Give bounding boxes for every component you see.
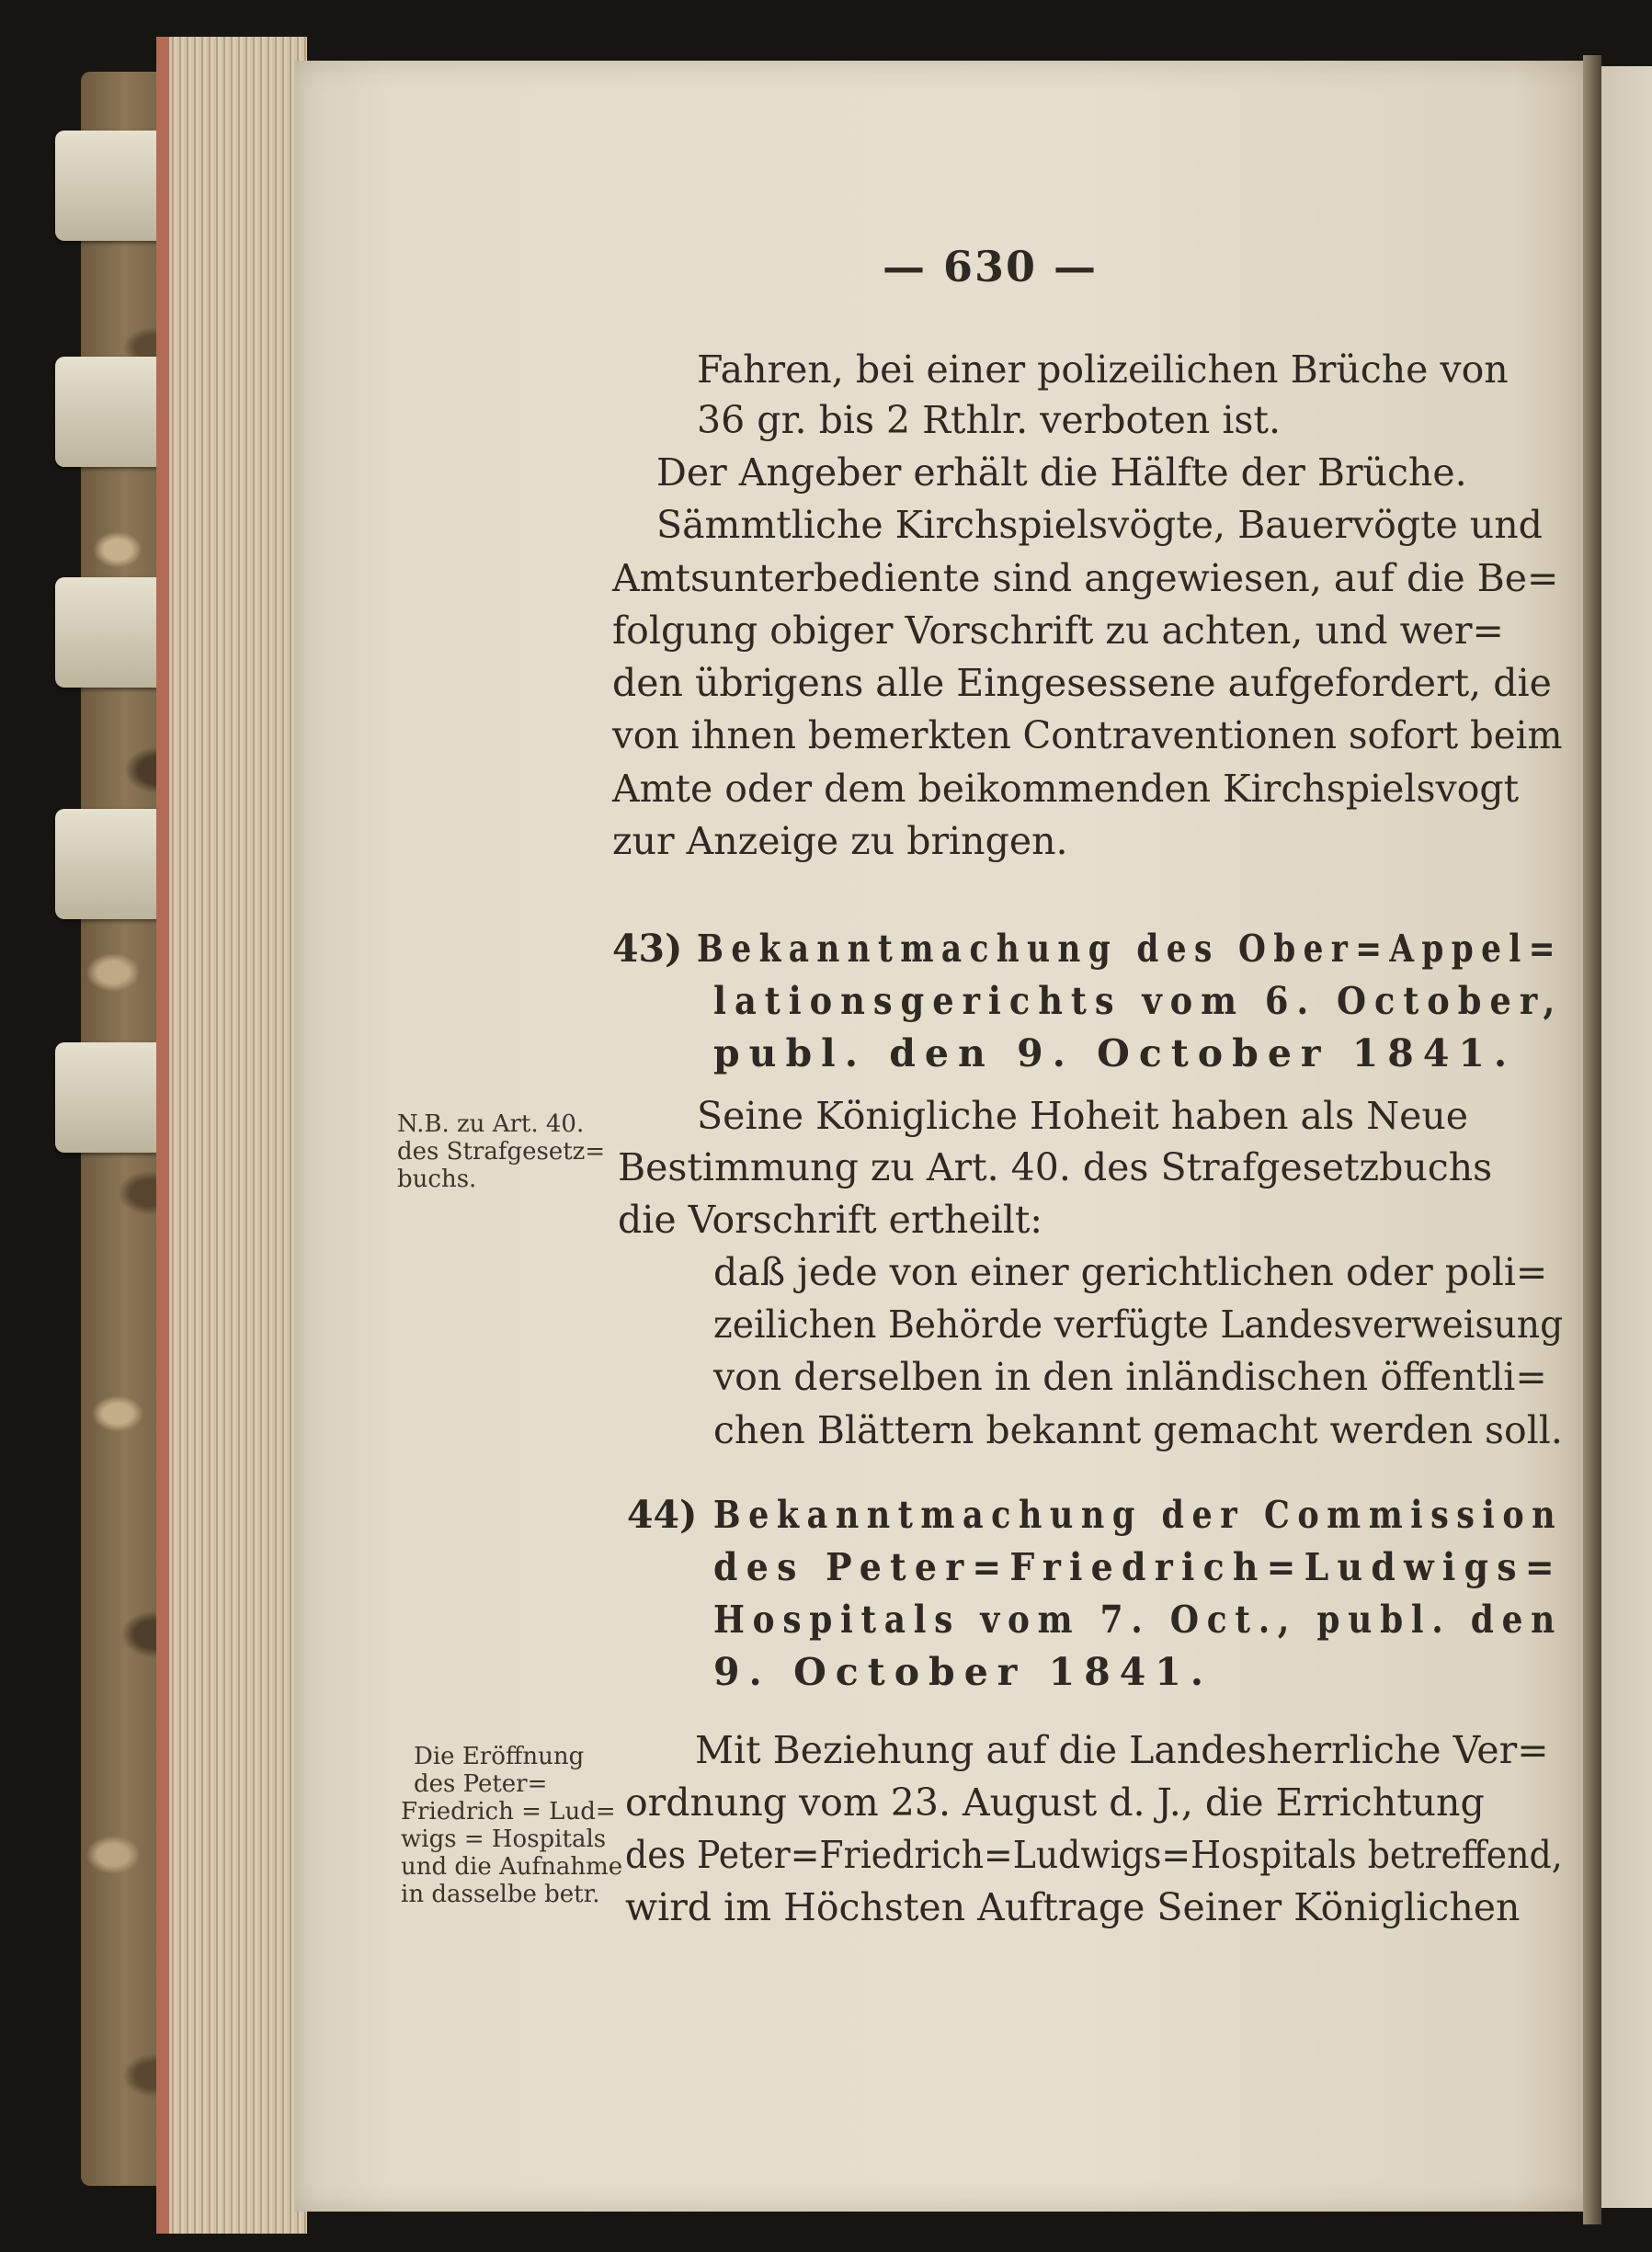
section-number: 44) <box>627 1493 698 1537</box>
body-line: des Peter=Friedrich=Ludwigs=Hospitals betreffend, <box>625 1833 1563 1877</box>
margin-note-line: N.B. zu Art. 40. <box>397 1110 585 1138</box>
page-number: — 630 — <box>883 242 1099 291</box>
body-line: die Vorschrift ertheilt: <box>618 1198 1043 1242</box>
margin-note-line: des Strafgesetz= <box>397 1138 606 1166</box>
facing-page-edge <box>1601 66 1652 2208</box>
section-heading-line: publ. den 9. October 1841. <box>713 1031 1517 1075</box>
body-line: zur Anzeige zu bringen. <box>612 819 1068 863</box>
book-gutter <box>1583 55 1601 2224</box>
section-heading-line: Bekanntmachung der Commission <box>713 1493 1564 1537</box>
body-line: chen Blättern bekannt gemacht werden soll. <box>713 1408 1563 1452</box>
margin-note-line: in dasselbe betr. <box>401 1881 600 1908</box>
body-line: den übrigens alle Eingesessene aufgefordert, die <box>612 661 1552 705</box>
body-line: Sämmtliche Kirchspielsvögte, Bauervögte und <box>656 503 1543 547</box>
body-line: wird im Höchsten Auftrage Seiner Königlichen <box>625 1885 1521 1929</box>
body-line: Der Angeber erhält die Hälfte der Brüche. <box>656 450 1467 495</box>
section-heading-line: lationsgerichts vom 6. October, <box>713 979 1564 1023</box>
body-line: Amte oder dem beikommenden Kirchspielsvogt <box>612 767 1520 811</box>
section-heading-line: des Peter=Friedrich=Ludwigs= <box>713 1545 1563 1589</box>
section-heading-line: Hospitals vom 7. Oct., publ. den <box>713 1598 1564 1642</box>
body-line: 36 gr. bis 2 Rthlr. verboten ist. <box>697 398 1281 442</box>
body-line: daß jede von einer gerichtlichen oder poli= <box>713 1250 1548 1294</box>
body-line: Mit Beziehung auf die Landesherrliche Ver= <box>695 1728 1549 1772</box>
margin-note-line: Die Eröffnung <box>414 1743 585 1770</box>
page-edges <box>156 37 307 2234</box>
body-line: ordnung vom 23. August d. J., die Errichtung <box>625 1780 1485 1825</box>
section-heading-line: 9. October 1841. <box>713 1650 1213 1694</box>
body-line: zeilichen Behörde verfügte Landesverweisung <box>713 1302 1564 1347</box>
body-line: folgung obiger Vorschrift zu achten, und wer= <box>612 608 1504 653</box>
body-line: Bestimmung zu Art. 40. des Strafgesetzbuchs <box>618 1145 1493 1189</box>
margin-note-line: buchs. <box>397 1166 477 1193</box>
margin-note-line: des Peter= <box>414 1770 548 1798</box>
section-number: 43) <box>612 927 683 971</box>
body-line: Seine Königliche Hoheit haben als Neue <box>697 1094 1468 1138</box>
body-line: von ihnen bemerkten Contraventionen sofort beim <box>612 713 1563 757</box>
margin-note-line: und die Aufnahme <box>401 1853 623 1881</box>
body-line: Amtsunterbediente sind angewiesen, auf die Be= <box>612 556 1559 600</box>
body-line: von derselben in den inländischen öffentli= <box>713 1355 1547 1399</box>
margin-note-line: Friedrich = Lud= <box>401 1798 616 1825</box>
margin-note-line: wigs = Hospitals <box>401 1825 607 1853</box>
body-line: Fahren, bei einer polizeilichen Brüche von <box>697 347 1509 392</box>
section-heading-line: Bekanntmachung des Ober=Appel= <box>697 927 1563 971</box>
